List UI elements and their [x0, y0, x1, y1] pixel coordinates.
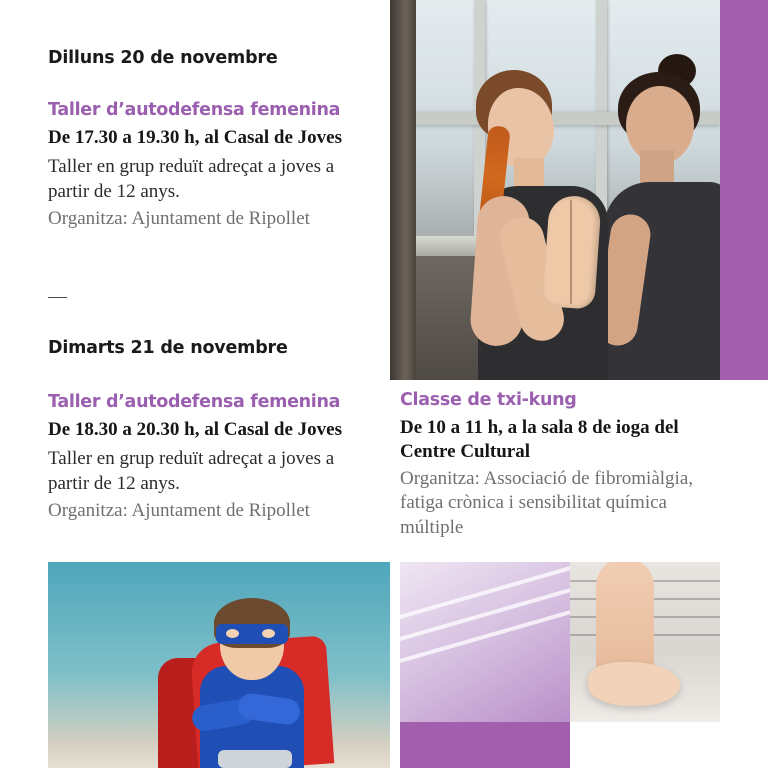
section-separator [48, 286, 378, 308]
event-description: Taller en grup reduït adreçat a joves a partir de 12 anys. [48, 156, 335, 202]
child-superhero-photo [48, 562, 390, 768]
txikung-collage-photo [400, 562, 720, 722]
event-title: Taller d’autodefensa femenina [48, 100, 341, 120]
event-when: De 17.30 a 19.30 h, al Casal de Joves [48, 127, 342, 148]
event-title: Classe de txi-kung [400, 390, 577, 410]
separator-dash: — [48, 286, 67, 307]
purple-accent-strip [720, 0, 768, 380]
curtain-shape [390, 0, 416, 380]
day-heading-tuesday: Dimarts 21 de novembre [48, 338, 288, 358]
purple-accent-block [400, 722, 570, 768]
mask-eye-right [262, 629, 275, 638]
event-organizer: Organitza: Ajuntament de Ripollet [48, 499, 310, 521]
section-tuesday [48, 338, 378, 358]
yoga-meditation-photo [390, 0, 720, 380]
event-title: Taller d’autodefensa femenina [48, 392, 341, 412]
event-monday [48, 100, 378, 231]
collage-stripe [400, 609, 577, 668]
praying-hands-shape [542, 194, 602, 309]
leg-shape [596, 562, 654, 678]
collage-gradient-panel [400, 562, 570, 722]
foot-shape [588, 662, 680, 706]
event-when: De 10 a 11 h, a la sala 8 de ioga del Centre Cultural [400, 417, 679, 463]
child-legs-shape [218, 750, 292, 768]
child-mask-shape [216, 624, 288, 644]
event-organizer: Organitza: Ajuntament de Ripollet [48, 207, 310, 229]
section-monday [48, 48, 378, 68]
event-when: De 18.30 a 20.30 h, al Casal de Joves [48, 419, 342, 440]
event-organizer: Organitza: Associació de fibromiàlgia, fatiga crònica i sensibilitat química múltiple [400, 467, 694, 538]
hands-crease-line [570, 200, 572, 304]
mask-eye-left [226, 629, 239, 638]
event-tuesday [48, 392, 378, 523]
event-txikung [400, 390, 720, 541]
day-heading-monday: Dilluns 20 de novembre [48, 48, 278, 68]
right-column [390, 0, 768, 768]
event-description: Taller en grup reduït adreçat a joves a partir de 12 anys. [48, 448, 335, 494]
